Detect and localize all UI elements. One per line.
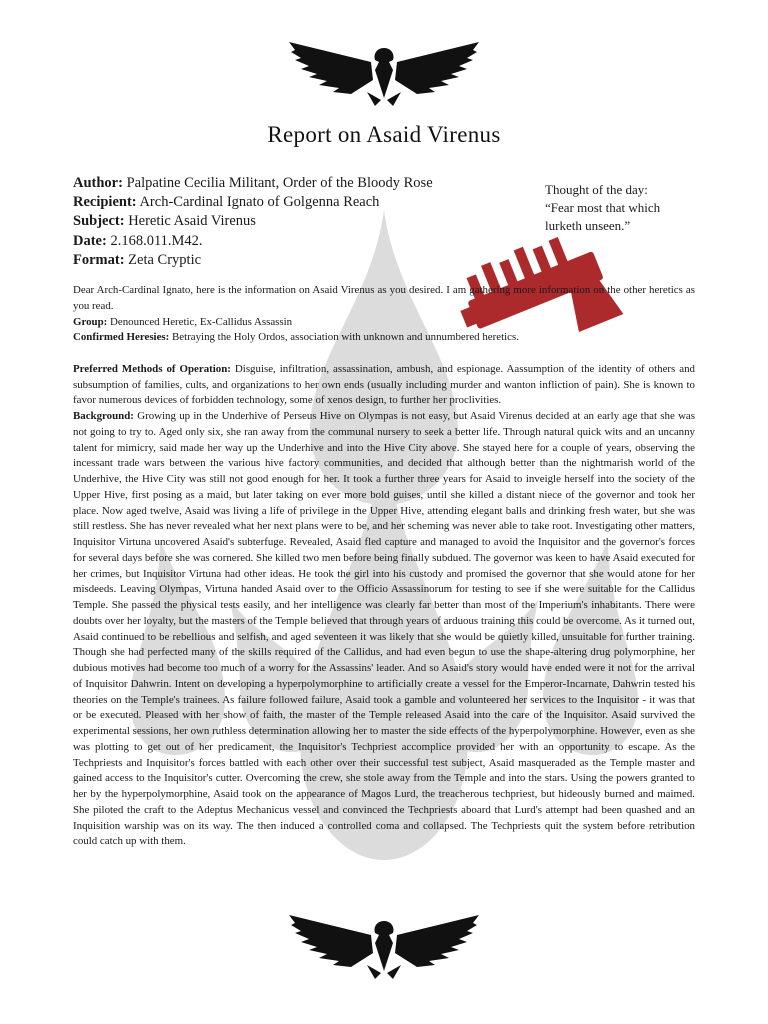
date-value: 2.168.011.M42. (110, 232, 203, 249)
recipient-value: Arch-Cardinal Ignato of Golgenna Reach (139, 194, 380, 211)
author-line: Author: Palpatine Cecilia Militant, Order of the Bloody Rose (73, 175, 433, 191)
report-header (73, 174, 513, 270)
author-value: Palpatine Cecilia Militant, Order of the Bloody Rose (126, 175, 433, 191)
background-paragraph: Background: Growing up in the Underhive of Perseus Hive on Olympas is not easy, but Asaid Virenus decided at an early age that she was not going to try to. Aged only six, she ran away from the communal nursery to seek a better life. Through natural quick wits and an uncanny talent for mimicry, said made her way up the Underhive and into the Hive City above. She stayed here for a couple of years, observing the incessant trade wars between the various hive factory communities, and decided that although better than the nightmarish world of the Underhive, the Hive City was still not good enough for her. It took a further three years for Asaid to inveigle herself into the society of the Upper Hive, first posing as a maid, but later taking on ever more bold guises, until she killed a distant niece of the governor and took her place. Now aged twelve, Asaid was living a life of privilege in the Upper Hive, attending elegant balls and drinking fresh water, but she was still restless. She has never revealed what her next plans were to be, and her scheming was never able to take root. Investigating other matters, Inquisitor Virtuna uncovered Asaid's subterfuge. Revealed, Asaid fled capture and managed to avoid the Inquisitor and the governor's forces for several days before she was cornered. She killed two men before being finally subdued. The governor was keen to have Asaid executed for her crimes, but Inquisitor Virtuna had other ideas. He took the girl into his custody and promised the governor that she would atone for her misdeeds. Leaving Olympas, Virtuna handed Asaid over to the Officio Assassinorum for testing to see if she were suitable for the Callidus Temple. She passed the physical tests easily, and her intelligence was clearly far better than most of the Imperium's inhabitants. There were doubts over her loyalty, but the masters of the Temple believed that through years of arduous training this could be overcome. As it turned out, Asaid continued to be rebellious and selfish, and aged seventeen it was likely that she would be quietly killed, unsuitable for further training. Though she had perfected many of the skills required of the Callidus, and had even begun to use the shape-altering drug polymorphine, her dubious motives had become too much of a worry for the Assassins' leader. And so Asaid's story would have ended were it not for the arrival of Inquisitor Dahwrin. Intent on developing a hyperpolymorphine to artificially create a vessel for the Emperor-Incarnate, Dahwrin tested his theories on the Temple's trainees. As failure followed failure, Asaid took a gamble and volunteered her services to the Inquisitor - it was that or be executed. Pleased with her show of faith, the master of the Temple released Asaid into the care of the Inquisitor. Asaid survived the experimental sessions, her own ruthless determination allowing her to master the side effects of the hyperpolymorphine. However, even as she was plotting to get out of her predicament, the Inquisitor's Techpriest accomplice provided her with an opportunity to escape. As the Techpriests and Inquisitor's forces battled with each other over their successful test subject, Asaid masqueraded as the Temple master and gained access to the Inquisitor's cutter. Overcoming the crew, she stole away from the Temple and into the stars. Using the powers granted to her by the hyperpolymorphine, Asaid took on the appearance of Magos Lurd, the treacherous techpriest, but hideously burned and maimed. She piloted the craft to the Adeptus Mechanicus vessel and convinced the Techpriests aboard that Lurd's attempt had been quashed and an Inquisition warship was on its way. The then induced a controlled coma and collapsed. The Techpriests quit the system before retribution could catch up with them. (73, 410, 696, 848)
recipient-line: Recipient: Arch-Cardinal Ignato of Golgenna Reach (73, 194, 380, 211)
date-line: Date: 2.168.011.M42. (73, 232, 203, 249)
thought-heading: Thought of the day: (545, 182, 648, 197)
background-value: Growing up in the Underhive of Perseus Hive on Olympas is not easy, but Asaid Virenus decided at an early age that she was not going to try to. Aged only six, she ran away from the communal nursery to seek a better life. Through natural quick wits and an uncanny talent for mimicry, said made her way up the Underhive and into the Hive City above. She stayed here for a couple of years, observing the incessant trade wars between the various hive factory communities, and decided that although better than the nightmarish world of the Underhive, the Hive City was still not good enough for her. It took a further three years for Asaid to inveigle herself into the society of the Upper Hive, first posing as a maid, but later taking on ever more bold guises, until she killed a distant niece of the governor and took her place. Now aged twelve, Asaid was living a life of privilege in the Upper Hive, attending elegant balls and drinking fresh water, but she was still restless. She has never revealed what her next plans were to be, and her scheming was never able to take root. Investigating other matters, Inquisitor Virtuna uncovered Asaid's subterfuge. Revealed, Asaid fled capture and managed to avoid the Inquisitor and the governor's forces for several days before she was cornered. She killed two men before being finally subdued. The governor was keen to have Asaid executed for her crimes, but Inquisitor Virtuna had other ideas. He took the girl into his custody and promised the governor that she would atone for her misdeeds. Leaving Olympas, Virtuna handed Asaid over to the Officio Assassinorum for testing to see if she were suitable for the Callidus Temple. She passed the physical tests easily, and her intelligence was clearly far better than most of the Imperium's inhabitants. There were doubts over her loyalty, but the masters of the Temple believed that through years of arduous training this could be overcome. As it turned out, Asaid continued to be rebellious and selfish, and aged seventeen it was likely that she would be quietly killed, unsuitable for further training. Though she had perfected many of the skills required of the Callidus, and had even begun to use the shape-altering drug polymorphine, her dubious motives had become too much of a worry for the Assassins' leader. And so Asaid's story would have ended were it not for the arrival of Inquisitor Dahwrin. Intent on developing a hyperpolymorphine to artificially create a vessel for the Emperor-Incarnate, Dahwrin tested his theories on the Temple's trainees. As failure followed failure, Asaid took a gamble and volunteered her services to the Inquisitor - it was that or be executed. Pleased with her show of faith, the master of the Temple released Asaid into the care of the Inquisitor. Asaid survived the experimental sessions, her own ruthless determination allowing her to master the side effects of the hyperpolymorphine. However, even as she was plotting to get out of her predicament, the Inquisitor's Techpriest accomplice provided her with an opportunity to escape. As the Techpriests and Inquisitor's forces battled with each other over their successful test subject, Asaid masqueraded as the Temple master and gained access to the Inquisitor's cutter. Overcoming the crew, she stole away from the Temple and into the stars. Using the powers granted to her by the hyperpolymorphine, Asaid took on the appearance of Magos Lurd, the treacherous techpriest, but hideously burned and maimed. She piloted the craft to the Adeptus Mechanicus vessel and convinced the Techpriests aboard that Lurd's attempt had been quashed and an Inquisition warship was on its way. The then induced a controlled coma and collapsed. The Techpriests quit the system before retribution could catch up with them. (73, 410, 696, 848)
thought-of-the-day (545, 181, 710, 235)
subject-line: Subject: Heretic Asaid Virenus (73, 213, 256, 230)
format-value: Zeta Cryptic (128, 251, 202, 268)
document-title: Report on Asaid Virenus (267, 122, 501, 147)
aquila-eagle-bottom-icon (289, 913, 479, 983)
group-line: Group: Denounced Heretic, Ex-Callidus Assassin (73, 315, 293, 328)
subject-value: Heretic Asaid Virenus (128, 213, 256, 230)
aquila-eagle-top-icon (289, 40, 479, 110)
report-body (73, 283, 695, 850)
group-value: Denounced Heretic, Ex-Callidus Assassin (110, 315, 293, 328)
methods-value: Disguise, infiltration, assassination, ambush, and espionage. Aassumption of the identity of others and subsumption of families, cults, and organizations to her own ends (usually including murder and wanton infliction of pain). She is known to favor numerous devices of forbidden technology, some of xenos design, to further her proclivities. (73, 362, 695, 407)
thought-quote-line2: lurketh unseen.” (545, 218, 631, 233)
heresies-line: Confirmed Heresies: Betraying the Holy Ordos, association with unknown and unnumbered heretics. (73, 331, 519, 344)
heresies-value: Betraying the Holy Ordos, association with unknown and unnumbered heretics. (172, 331, 519, 344)
methods-paragraph: Preferred Methods of Operation: Disguise, infiltration, assassination, ambush, and espionage. Aassumption of the identity of others and subsumption of families, cults, and organizations to her own ends (usually including murder and wanton infliction of pain). She is known to favor numerous devices of forbidden technology, some of xenos design, to further her proclivities. (73, 362, 695, 407)
intro-paragraph: Dear Arch-Cardinal Ignato, here is the information on Asaid Virenus as you desired. I am gathering more information on the other heretics as you read. (73, 284, 695, 312)
format-line: Format: Zeta Cryptic (73, 251, 202, 268)
thought-quote-line1: “Fear most that which (545, 200, 661, 215)
